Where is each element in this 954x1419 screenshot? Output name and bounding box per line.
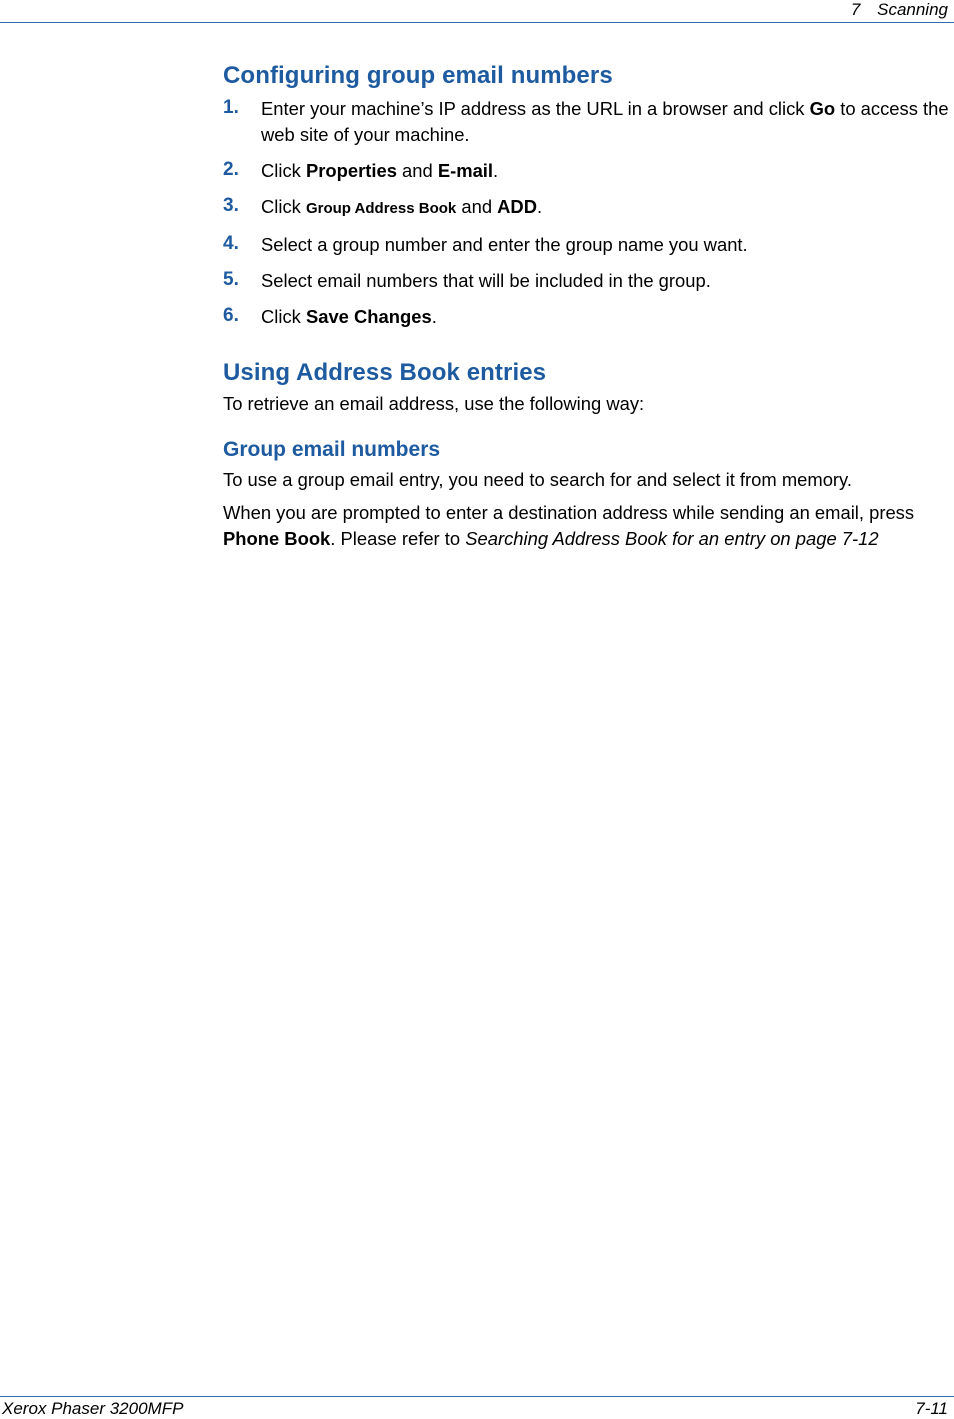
step-number: 3. bbox=[223, 195, 239, 216]
phone-book-paragraph bbox=[223, 500, 933, 552]
step-text: . bbox=[431, 306, 437, 327]
step-text: Enter your machine’s IP address as the URL in a browser and click bbox=[261, 98, 810, 119]
step-text: . bbox=[537, 196, 543, 217]
footer-rule bbox=[0, 1396, 954, 1397]
group-email-paragraph: To use a group email entry, you need to search for and select it from memory. bbox=[223, 469, 852, 490]
chapter-header: 7 Scanning bbox=[850, 0, 948, 19]
footer-product: Xerox Phaser 3200MFP bbox=[2, 1399, 184, 1418]
step-number: 6. bbox=[223, 305, 239, 326]
list-item bbox=[223, 232, 954, 258]
step-text: to access the web site of your machine. bbox=[261, 98, 949, 145]
cross-reference: Searching Address Book for an entry on page 7-12 bbox=[465, 528, 879, 549]
section-title-configuring: Configuring group email numbers bbox=[223, 62, 613, 89]
group-address-book-term: Group Address Book bbox=[305, 200, 457, 217]
subsection-title-group-email: Group email numbers bbox=[223, 438, 441, 461]
steps-list bbox=[223, 96, 954, 330]
list-item bbox=[223, 96, 954, 148]
step-text: Click bbox=[261, 196, 306, 217]
paragraph-text: When you are prompted to enter a destination address while sending an email, press bbox=[223, 502, 915, 523]
add-term: ADD bbox=[497, 196, 537, 217]
step-text: and bbox=[456, 196, 498, 217]
step-number: 1. bbox=[223, 97, 239, 118]
footer-page-number: 7-11 bbox=[915, 1399, 948, 1418]
step-number: 4. bbox=[223, 233, 239, 254]
properties-term: Properties bbox=[305, 160, 397, 181]
step-number: 2. bbox=[223, 159, 239, 180]
list-item bbox=[223, 158, 954, 184]
page-content bbox=[223, 62, 954, 552]
list-item bbox=[223, 304, 954, 330]
step-text: . bbox=[493, 160, 499, 181]
list-item bbox=[223, 194, 954, 222]
step-text: Select email numbers that will be included in the group. bbox=[261, 270, 711, 291]
step-text: Click bbox=[261, 306, 306, 327]
go-term: Go bbox=[809, 98, 836, 119]
email-term: E-mail bbox=[437, 160, 494, 181]
save-changes-term: Save Changes bbox=[305, 306, 432, 327]
step-text: and bbox=[396, 160, 438, 181]
phone-book-term: Phone Book bbox=[223, 528, 331, 549]
step-text: Select a group number and enter the group name you want. bbox=[261, 234, 748, 255]
section-title-address-book: Using Address Book entries bbox=[223, 359, 547, 386]
list-item bbox=[223, 268, 954, 294]
step-number: 5. bbox=[223, 269, 239, 290]
paragraph-text: . Please refer to bbox=[330, 528, 466, 549]
intro-paragraph: To retrieve an email address, use the following way: bbox=[223, 393, 645, 414]
step-text: Click bbox=[261, 160, 306, 181]
header-rule bbox=[0, 22, 954, 23]
